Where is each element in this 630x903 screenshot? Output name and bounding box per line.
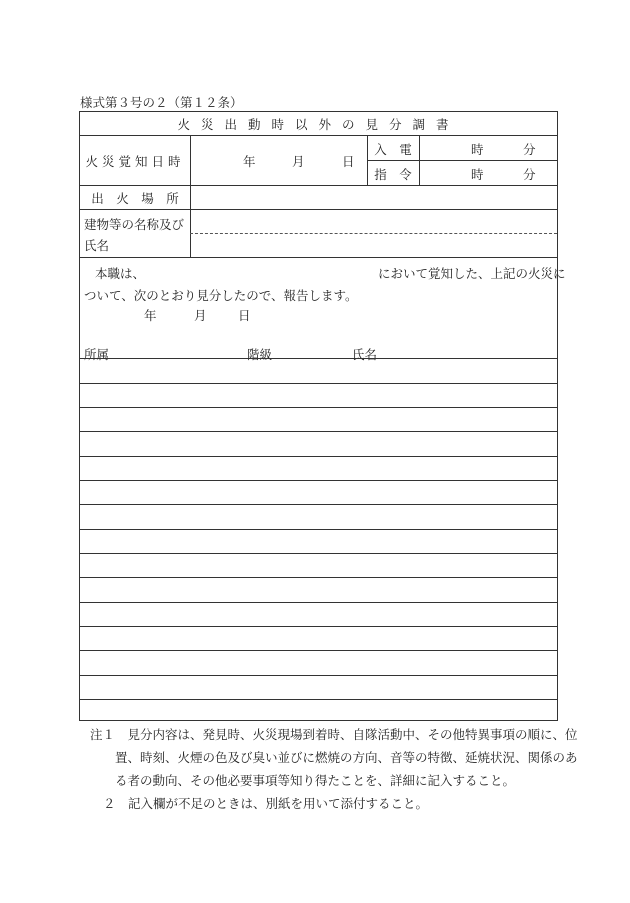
name-label: 氏名: [352, 347, 378, 362]
fire-detection-row: [80, 136, 557, 186]
dispatch-label: 指 令: [374, 166, 412, 182]
note1-number: 注１: [90, 727, 116, 742]
affiliation-label: 所属: [84, 347, 110, 362]
note2-line: [90, 792, 578, 815]
note1-line2: 置、時刻、火煙の色及び臭い並びに燃焼の方向、音等の特徴、延焼状況、関係のあ: [115, 750, 578, 765]
note2-number: ２: [103, 796, 116, 811]
ruled-line: [80, 553, 557, 554]
note1-line3: る者の動向、その他必要事項等知り得たことを、詳細に記入すること。: [115, 773, 516, 788]
title-row: [80, 112, 557, 136]
dispatch-hour-unit: 時: [471, 166, 484, 182]
report-day-unit: 日: [238, 308, 251, 323]
ruled-line: [80, 650, 557, 651]
notes: [90, 723, 578, 815]
inspection-report-form: [79, 111, 566, 721]
divider: [190, 186, 191, 209]
fire-location-label: 出 火 場 所: [91, 190, 179, 206]
ruled-line: [80, 626, 557, 627]
fire-detection-label: 火災覚知日時: [85, 153, 185, 169]
detection-day-unit: 日: [342, 153, 355, 169]
ruled-line: [80, 480, 557, 481]
incoming-call-hour-unit: 時: [471, 141, 484, 157]
ruled-line: [80, 456, 557, 457]
building-label-line2: 氏名: [84, 238, 110, 253]
report-line1-start: 本職は、: [95, 266, 146, 281]
ruled-line: [80, 383, 557, 384]
report-month-unit: 月: [194, 308, 207, 323]
divider: [419, 136, 420, 185]
ruled-line: [80, 358, 557, 359]
ruled-line: [80, 577, 557, 578]
report-line2: ついて、次のとおり見分したので、報告します。: [84, 288, 358, 303]
form-number-label: 様式第３号の２（第１２条）: [80, 95, 243, 110]
divider: [190, 136, 191, 185]
building-label-line1: 建物等の名称及び: [84, 217, 185, 232]
note2-text: 記入欄が不足のときは、別紙を用いて添付すること。: [128, 796, 429, 811]
form-title: 火災出動時以外の見分調書: [177, 116, 460, 132]
ruled-line: [80, 431, 557, 432]
rank-label: 階級: [247, 347, 273, 362]
ruled-line: [80, 504, 557, 505]
detection-month-unit: 月: [292, 153, 305, 169]
detection-year-unit: 年: [243, 153, 256, 169]
report-year-unit: 年: [144, 308, 157, 323]
dispatch-minute-unit: 分: [523, 166, 536, 182]
ruled-line: [80, 407, 557, 408]
ruled-line: [80, 699, 557, 700]
note1-line1: [90, 723, 578, 746]
incoming-call-minute-unit: 分: [523, 141, 536, 157]
note1-text: 見分内容は、発見時、火災現場到着時、自隊活動中、その他特異事項の順に、位: [127, 727, 578, 742]
fire-location-row: [80, 186, 557, 210]
ruled-line: [80, 602, 557, 603]
building-name-row: [80, 210, 557, 258]
building-name-label: [84, 214, 184, 256]
report-line1-end: において覚知した、上記の火災に: [378, 266, 566, 281]
ruled-line: [80, 529, 557, 530]
ruled-line: [80, 675, 557, 676]
dashed-divider: [190, 233, 557, 234]
incoming-call-label: 入 電: [374, 141, 412, 157]
